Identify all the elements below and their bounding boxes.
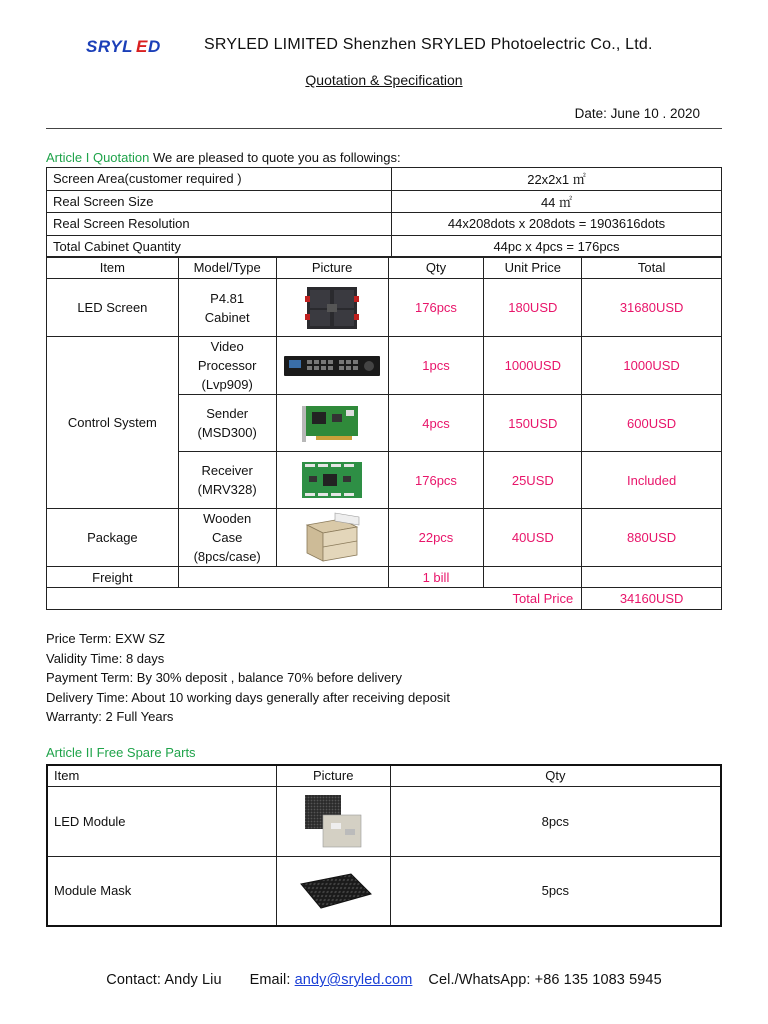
total-cell: 880USD	[582, 509, 722, 567]
table-header-row	[47, 765, 721, 786]
svg-text:SRYL: SRYL	[86, 37, 134, 56]
spec-value: 44 ㎡	[392, 190, 722, 213]
phone-number: Cel./WhatsApp: +86 135 1083 5945	[428, 972, 662, 988]
picture-cell	[276, 856, 390, 926]
quote-date: Date: June 10 . 2020	[574, 106, 700, 121]
total-cell: 600USD	[582, 395, 722, 452]
svg-text:E: E	[136, 37, 148, 56]
receiver-card-image	[301, 460, 363, 500]
table-row	[47, 279, 722, 337]
qty-cell: 4pcs	[388, 395, 484, 452]
item-cell: Freight	[47, 567, 179, 588]
total-price-value: 34160USD	[582, 588, 722, 610]
item-cell: Package	[47, 509, 179, 567]
unit-price-cell: 180USD	[484, 279, 582, 337]
term-line: Validity Time: 8 days	[46, 650, 165, 666]
email-link[interactable]: andy@sryled.com	[294, 972, 413, 988]
model-cell: Receiver (MRV328)	[178, 452, 276, 509]
item-cell: Control System	[47, 337, 179, 509]
empty-cell	[178, 567, 388, 588]
picture-cell	[276, 395, 388, 452]
term-line: Delivery Time: About 10 working days generally after receiving deposit	[46, 689, 450, 705]
column-header: Qty	[388, 257, 484, 279]
column-header: Total	[582, 257, 722, 279]
spec-label: Total Cabinet Quantity	[47, 235, 392, 258]
column-header: Item	[47, 257, 179, 279]
spec-label: Screen Area(customer required )	[47, 168, 392, 191]
qty-cell: 22pcs	[388, 509, 484, 567]
model-cell: P4.81 Cabinet	[178, 279, 276, 337]
column-header: Model/Type	[178, 257, 276, 279]
picture-cell	[276, 337, 388, 395]
header-divider	[46, 128, 722, 129]
qty-cell: 8pcs	[390, 786, 721, 856]
term-line: Price Term: EXW SZ	[46, 631, 165, 646]
qty-cell: 176pcs	[388, 452, 484, 509]
company-name: SRYLED LIMITED Shenzhen SRYLED Photoelectric Co., Ltd.	[204, 36, 653, 53]
table-row	[47, 213, 722, 236]
column-header: Unit Price	[484, 257, 582, 279]
qty-cell: 176pcs	[388, 279, 484, 337]
term-line: Payment Term: By 30% deposit , balance 70% before delivery	[46, 670, 403, 685]
contact-footer	[0, 972, 768, 988]
wooden-case-image	[301, 511, 363, 565]
picture-cell	[276, 786, 390, 856]
article1-heading: Article I Quotation We are pleased to quote you as followings:	[46, 150, 401, 165]
spec-label: Real Screen Size	[47, 190, 392, 213]
total-price-label: Total Price	[47, 588, 582, 610]
model-cell: Sender (MSD300)	[178, 395, 276, 452]
contact-name: Contact: Andy Liu	[106, 972, 222, 988]
total-cell: Included	[582, 452, 722, 509]
picture-cell	[276, 452, 388, 509]
table-header-row	[47, 257, 722, 279]
qty-cell: 5pcs	[390, 856, 721, 926]
empty-cell	[484, 567, 582, 588]
term-line: Warranty: 2 Full Years	[46, 709, 174, 724]
picture-cell	[276, 509, 388, 567]
table-row	[47, 567, 722, 588]
module-mask-image	[291, 866, 375, 916]
table-row	[47, 235, 722, 258]
spec-value: 44x208dots x 208dots = 1903616dots	[392, 213, 722, 236]
table-row	[47, 190, 722, 213]
screen-spec-table	[46, 167, 722, 258]
video-processor-image	[283, 351, 381, 381]
total-cell: 1000USD	[582, 337, 722, 395]
email-label: Email:	[249, 972, 295, 988]
table-row	[47, 856, 721, 926]
unit-price-cell: 25USD	[484, 452, 582, 509]
item-cell: LED Screen	[47, 279, 179, 337]
qty-cell: 1 bill	[388, 567, 484, 588]
item-cell: LED Module	[47, 786, 276, 856]
svg-text:D: D	[148, 37, 161, 56]
document-title: Quotation & Specification	[305, 72, 463, 88]
column-header: Picture	[276, 765, 390, 786]
spec-label: Real Screen Resolution	[47, 213, 392, 236]
spec-value: 44pc x 4pcs = 176pcs	[392, 235, 722, 258]
spare-parts-table	[46, 764, 722, 927]
led-module-image	[301, 793, 365, 849]
unit-price-cell: 150USD	[484, 395, 582, 452]
picture-cell	[276, 279, 388, 337]
spec-value: 22x2x1 ㎡	[392, 168, 722, 191]
model-cell: Wooden Case (8pcs/case)	[178, 509, 276, 567]
qty-cell: 1pcs	[388, 337, 484, 395]
model-cell: Video Processor (Lvp909)	[178, 337, 276, 395]
column-header: Qty	[390, 765, 721, 786]
column-header: Item	[47, 765, 276, 786]
empty-cell	[582, 567, 722, 588]
table-row	[47, 168, 722, 191]
article2-heading: Article II Free Spare Parts	[46, 745, 196, 760]
unit-price-cell: 1000USD	[484, 337, 582, 395]
table-row	[47, 509, 722, 567]
company-logo	[86, 36, 178, 56]
item-cell: Module Mask	[47, 856, 276, 926]
led-cabinet-image	[303, 284, 361, 332]
column-header: Picture	[276, 257, 388, 279]
total-row	[47, 588, 722, 610]
table-row	[47, 786, 721, 856]
quotation-table	[46, 256, 722, 610]
unit-price-cell: 40USD	[484, 509, 582, 567]
total-cell: 31680USD	[582, 279, 722, 337]
table-row	[47, 337, 722, 395]
terms-list	[46, 629, 450, 727]
sender-card-image	[302, 400, 362, 446]
